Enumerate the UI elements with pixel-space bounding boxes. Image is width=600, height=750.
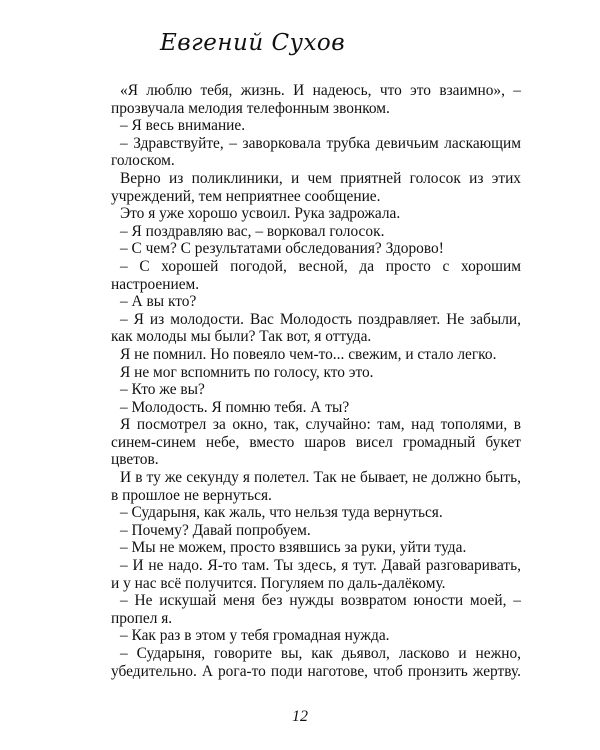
paragraph: И в ту же секунду я полетел. Так не бывает, не должно быть, в прошлое не вернуться. bbox=[111, 469, 521, 504]
paragraph: Я не мог вспомнить по голосу, кто это. bbox=[120, 363, 374, 381]
paragraph: – Сударыня, как жаль, что нельзя туда вернуться. bbox=[120, 504, 443, 522]
paragraph: – И не надо. Я-то там. Ты здесь, я тут. Давай разговаривать, и у нас всё получится. Погуляем по даль-далёкому. bbox=[111, 557, 521, 592]
paragraph: – С чем? С результатами обследования? Здорово! bbox=[120, 240, 444, 258]
body-text bbox=[111, 82, 521, 680]
paragraph: Я посмотрел за окно, так, случайно: там, над тополями, в синем-синем небе, вместо шаров висел громадный букет цветов. bbox=[111, 416, 521, 469]
paragraph: – Мы не можем, просто взявшись за руки, уйти туда. bbox=[120, 539, 467, 557]
paragraph: «Я люблю тебя, жизнь. И надеюсь, что это взаимно», – прозвучала мелодия телефонным звонком. bbox=[111, 82, 521, 117]
paragraph: Это я уже хорошо усвоил. Рука задрожала. bbox=[120, 205, 401, 223]
running-header-author: Евгений Сухов bbox=[160, 30, 346, 56]
paragraph: – Здравствуйте, – заворковала трубка девичьим ласкающим голоском. bbox=[111, 134, 521, 170]
paragraph: – Молодость. Я помню тебя. А ты? bbox=[120, 398, 350, 416]
paragraph: – Сударыня, говорите вы, как дьявол, ласково и нежно, убедительно. А рога-то поди наготове, чтоб пронзить жертву. bbox=[111, 645, 521, 680]
paragraph: Верно из поликлиники, и чем приятней голосок из этих учреждений, тем неприятнее сообщение. bbox=[111, 169, 521, 205]
paragraph: – Как раз в этом у тебя громадная нужда. bbox=[120, 627, 390, 645]
paragraph: – Почему? Давай попробуем. bbox=[120, 521, 311, 539]
paragraph: – Я поздравляю вас, – ворковал голосок. bbox=[120, 222, 385, 240]
paragraph: – А вы кто? bbox=[120, 293, 197, 311]
paragraph: – Кто же вы? bbox=[120, 381, 205, 399]
paragraph: – С хорошей погодой, весной, да просто с хорошим настроением. bbox=[111, 257, 521, 293]
page-number: 12 bbox=[292, 708, 308, 725]
paragraph: Я не помнил. Но повеяло чем-то... свежим, и стало легко. bbox=[120, 345, 497, 363]
paragraph: – Я из молодости. Вас Молодость поздравляет. Не забыли, как молоды мы были? Так вот, я оттуда. bbox=[111, 310, 521, 346]
paragraph: – Не искушай меня без нужды возвратом юности моей, – пропел я. bbox=[111, 592, 521, 627]
paragraph: – Я весь внимание. bbox=[120, 117, 246, 135]
